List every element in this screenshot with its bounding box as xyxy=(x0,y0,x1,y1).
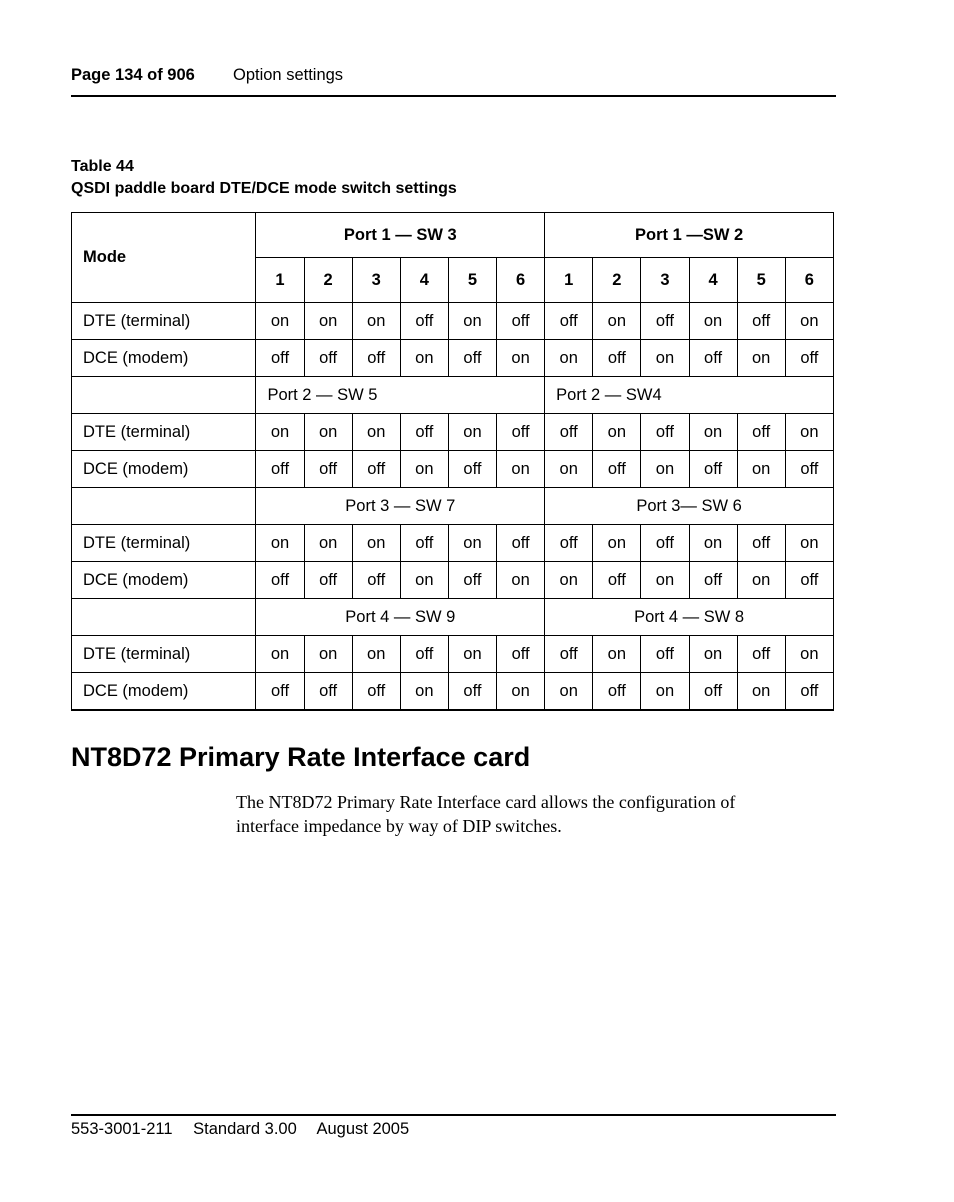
switch-value: on xyxy=(400,451,448,488)
switch-value: off xyxy=(737,414,785,451)
port-switch-label: Port 2 — SW4 xyxy=(545,377,834,414)
switch-value: off xyxy=(545,303,593,340)
switch-value: on xyxy=(256,636,304,673)
table-row xyxy=(72,673,834,711)
page-footer xyxy=(71,1114,836,1139)
switch-value: on xyxy=(689,414,737,451)
port-group-row xyxy=(72,599,834,636)
switch-value: off xyxy=(593,673,641,711)
switch-value: off xyxy=(304,451,352,488)
switch-value: off xyxy=(737,636,785,673)
switch-value: on xyxy=(352,636,400,673)
switch-value: off xyxy=(785,673,833,711)
switch-value: on xyxy=(497,673,545,711)
switch-value: off xyxy=(304,562,352,599)
mode-cell: DCE (modem) xyxy=(72,562,256,599)
switch-value: off xyxy=(545,636,593,673)
switch-value: on xyxy=(497,451,545,488)
switch-value: on xyxy=(400,340,448,377)
switch-number: 6 xyxy=(785,258,833,303)
switch-value: on xyxy=(593,525,641,562)
switch-value: on xyxy=(737,673,785,711)
table-row xyxy=(72,525,834,562)
switch-value: on xyxy=(448,636,496,673)
switch-number: 5 xyxy=(448,258,496,303)
switch-value: on xyxy=(352,525,400,562)
mode-cell: DCE (modem) xyxy=(72,673,256,711)
table-row xyxy=(72,562,834,599)
port-group-row xyxy=(72,488,834,525)
doc-date: August 2005 xyxy=(316,1120,410,1138)
switch-value: off xyxy=(641,636,689,673)
switch-value: off xyxy=(448,451,496,488)
switch-value: on xyxy=(785,525,833,562)
switch-value: on xyxy=(256,525,304,562)
switch-value: on xyxy=(545,673,593,711)
switch-value: on xyxy=(256,303,304,340)
switch-value: on xyxy=(304,636,352,673)
blank-cell xyxy=(72,488,256,525)
switch-settings-table xyxy=(71,212,834,711)
port-switch-label: Port 3 — SW 7 xyxy=(256,488,545,525)
table-number: Table 44 xyxy=(71,158,134,175)
switch-value: on xyxy=(352,303,400,340)
switch-value: off xyxy=(256,673,304,711)
switch-value: on xyxy=(641,451,689,488)
port-switch-header: Port 1 — SW 3 xyxy=(256,213,545,258)
switch-number: 6 xyxy=(497,258,545,303)
mode-cell: DTE (terminal) xyxy=(72,303,256,340)
table-row xyxy=(72,636,834,673)
doc-number: 553-3001-211 xyxy=(71,1120,173,1138)
switch-value: on xyxy=(641,562,689,599)
switch-number: 3 xyxy=(352,258,400,303)
switch-value: on xyxy=(785,303,833,340)
switch-value: off xyxy=(400,636,448,673)
mode-cell: DCE (modem) xyxy=(72,340,256,377)
switch-value: on xyxy=(304,414,352,451)
port-switch-label: Port 4 — SW 9 xyxy=(256,599,545,636)
switch-value: on xyxy=(352,414,400,451)
switch-value: on xyxy=(448,414,496,451)
blank-cell xyxy=(72,599,256,636)
port-switch-label: Port 3— SW 6 xyxy=(545,488,834,525)
table-row xyxy=(72,340,834,377)
switch-value: off xyxy=(448,340,496,377)
switch-value: on xyxy=(593,414,641,451)
switch-number: 2 xyxy=(593,258,641,303)
switch-number: 4 xyxy=(400,258,448,303)
switch-value: off xyxy=(448,562,496,599)
table-title: QSDI paddle board DTE/DCE mode switch settings xyxy=(71,180,457,197)
switch-value: off xyxy=(689,451,737,488)
switch-value: off xyxy=(737,303,785,340)
switch-value: off xyxy=(352,340,400,377)
switch-value: off xyxy=(256,340,304,377)
switch-value: off xyxy=(545,414,593,451)
doc-standard: Standard 3.00 xyxy=(193,1120,297,1138)
switch-number: 3 xyxy=(641,258,689,303)
switch-value: off xyxy=(689,673,737,711)
switch-value: off xyxy=(641,525,689,562)
switch-value: off xyxy=(256,562,304,599)
switch-value: on xyxy=(641,673,689,711)
switch-value: on xyxy=(737,562,785,599)
switch-value: on xyxy=(448,525,496,562)
switch-value: off xyxy=(497,636,545,673)
table-row xyxy=(72,303,834,340)
switch-value: on xyxy=(256,414,304,451)
switch-value: off xyxy=(448,673,496,711)
mode-cell: DTE (terminal) xyxy=(72,414,256,451)
switch-value: off xyxy=(497,303,545,340)
table-row xyxy=(72,414,834,451)
switch-value: off xyxy=(352,562,400,599)
switch-value: on xyxy=(737,451,785,488)
switch-number: 2 xyxy=(304,258,352,303)
mode-cell: DTE (terminal) xyxy=(72,525,256,562)
mode-cell: DTE (terminal) xyxy=(72,636,256,673)
switch-value: on xyxy=(545,451,593,488)
switch-value: on xyxy=(737,340,785,377)
port-switch-label: Port 4 — SW 8 xyxy=(545,599,834,636)
section-heading: NT8D72 Primary Rate Interface card xyxy=(71,742,531,772)
switch-value: off xyxy=(304,673,352,711)
switch-value: off xyxy=(785,340,833,377)
switch-value: off xyxy=(545,525,593,562)
mode-cell: DCE (modem) xyxy=(72,451,256,488)
switch-value: off xyxy=(497,525,545,562)
table-row xyxy=(72,451,834,488)
switch-value: on xyxy=(689,636,737,673)
switch-value: off xyxy=(304,340,352,377)
switch-value: off xyxy=(689,562,737,599)
page-header xyxy=(71,66,836,97)
switch-value: on xyxy=(497,562,545,599)
switch-value: off xyxy=(593,340,641,377)
switch-value: on xyxy=(304,525,352,562)
switch-value: off xyxy=(352,451,400,488)
switch-value: on xyxy=(593,303,641,340)
switch-value: off xyxy=(785,562,833,599)
switch-number: 1 xyxy=(545,258,593,303)
section-name: Option settings xyxy=(233,66,344,84)
switch-value: off xyxy=(689,340,737,377)
switch-value: off xyxy=(400,303,448,340)
switch-value: off xyxy=(785,451,833,488)
switch-value: off xyxy=(400,525,448,562)
switch-value: off xyxy=(352,673,400,711)
switch-value: on xyxy=(641,340,689,377)
table-caption xyxy=(71,156,457,200)
switch-value: on xyxy=(497,340,545,377)
switch-value: on xyxy=(593,636,641,673)
switch-value: off xyxy=(737,525,785,562)
switch-value: off xyxy=(400,414,448,451)
switch-value: on xyxy=(545,340,593,377)
section-body: The NT8D72 Primary Rate Interface card allows the configuration of interface impedance by way of DIP switches. xyxy=(236,792,736,836)
mode-header: Mode xyxy=(72,213,256,303)
port-group-row xyxy=(72,377,834,414)
switch-number: 5 xyxy=(737,258,785,303)
switch-value: off xyxy=(641,414,689,451)
switch-value: off xyxy=(593,562,641,599)
switch-value: on xyxy=(689,525,737,562)
switch-value: on xyxy=(785,414,833,451)
switch-value: on xyxy=(400,673,448,711)
port-switch-label: Port 2 — SW 5 xyxy=(256,377,545,414)
switch-value: off xyxy=(256,451,304,488)
switch-value: off xyxy=(641,303,689,340)
switch-value: on xyxy=(304,303,352,340)
switch-value: off xyxy=(593,451,641,488)
table-header-row xyxy=(72,213,834,258)
switch-value: off xyxy=(497,414,545,451)
switch-value: on xyxy=(545,562,593,599)
port-switch-header: Port 1 —SW 2 xyxy=(545,213,834,258)
page-number: Page 134 of 906 xyxy=(71,66,195,84)
switch-number: 1 xyxy=(256,258,304,303)
switch-number: 4 xyxy=(689,258,737,303)
switch-value: on xyxy=(448,303,496,340)
switch-value: on xyxy=(785,636,833,673)
switch-value: on xyxy=(689,303,737,340)
blank-cell xyxy=(72,377,256,414)
switch-value: on xyxy=(400,562,448,599)
